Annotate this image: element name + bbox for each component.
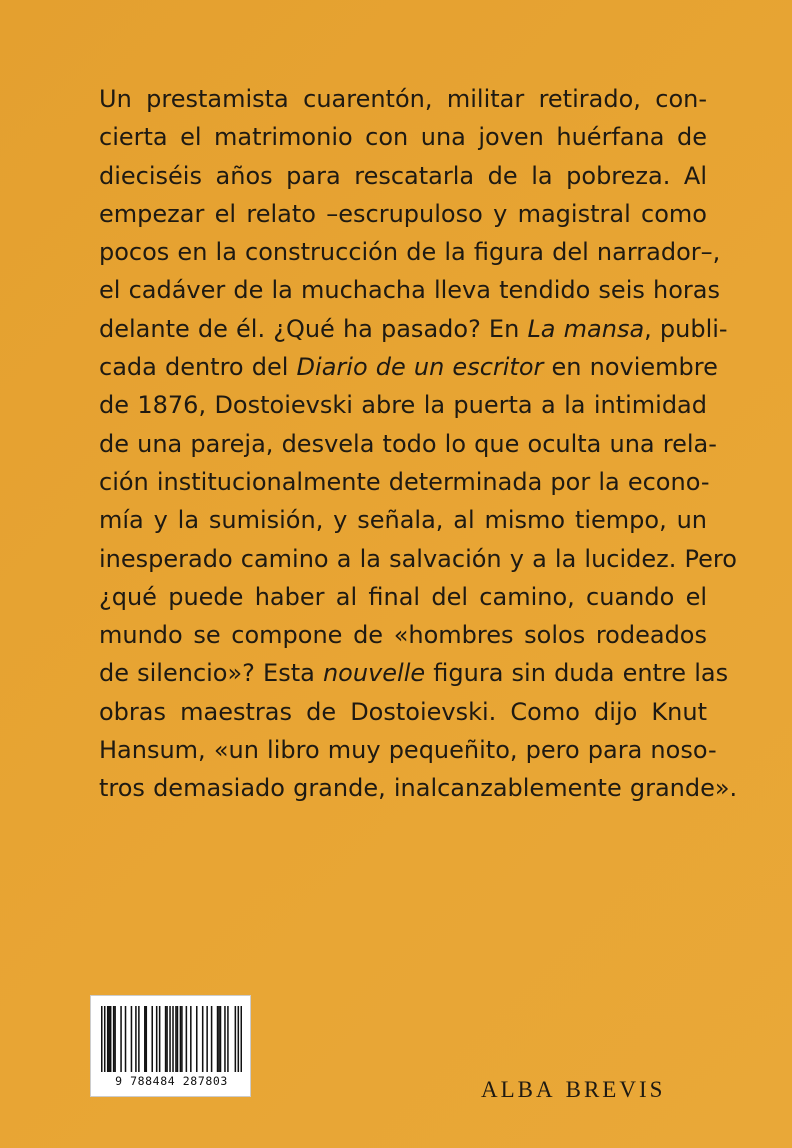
barcode-bar (235, 1006, 237, 1072)
blurb-line: cada dentro del Diario de un escritor en noviembre (99, 353, 718, 382)
isbn-barcode (90, 995, 251, 1097)
blurb-line: mundo se compone de «hombres solos rodeados (99, 621, 707, 650)
title-diario: Diario de un escritor (296, 353, 544, 382)
publisher-imprint (481, 1077, 665, 1103)
barcode-bar (180, 1006, 182, 1072)
barcode-bar (125, 1006, 127, 1072)
blurb-line: de 1876, Dostoievski abre la puerta a la intimidad (99, 391, 707, 420)
barcode-bar (120, 1006, 122, 1072)
barcode-bar (217, 1006, 219, 1072)
barcode-bar (131, 1006, 133, 1072)
barcode-bar (144, 1006, 146, 1072)
barcode-bar (169, 1006, 171, 1072)
blurb-line: de silencio»? Esta nouvelle figura sin duda entre las (99, 659, 729, 688)
blurb-line: de una pareja, desvela todo lo que oculta una rela- (99, 429, 717, 458)
blurb-line: Hansum, «un libro muy pequeñito, pero para noso- (99, 736, 717, 765)
barcode-bar (135, 1006, 137, 1072)
barcode-bar (138, 1006, 140, 1072)
barcode-bar (202, 1006, 204, 1072)
barcode-bar (190, 1006, 192, 1072)
blurb-line: pocos en la construcción de la figura del narrador–, (99, 238, 721, 267)
barcode-bar (177, 1006, 179, 1072)
barcode-bar (206, 1006, 208, 1072)
blurb-line: ¿qué puede haber al final del camino, cuando el (99, 582, 707, 611)
barcode-bar (165, 1006, 167, 1072)
barcode-bars (101, 1006, 242, 1072)
imprint-alba: ALBA (481, 1077, 556, 1102)
blurb-line: obras maestras de Dostoievski. Como dijo Knut (99, 697, 707, 726)
barcode-bar (238, 1006, 240, 1072)
blurb-line: mía y la sumisión, y señala, al mismo tiempo, un (99, 506, 707, 535)
barcode-bar (181, 1006, 183, 1072)
barcode-bar (151, 1006, 153, 1072)
barcode-bar (146, 1006, 148, 1072)
blurb-text (99, 80, 738, 808)
barcode-bar (220, 1006, 222, 1072)
barcode-bar (107, 1006, 109, 1072)
barcode-bar (166, 1006, 168, 1072)
barcode-bar (196, 1006, 198, 1072)
barcode-bar (104, 1006, 106, 1072)
barcode-bar (186, 1006, 188, 1072)
blurb-line: ción institucionalmente determinada por la econo- (99, 467, 710, 496)
blurb-line: inesperado camino a la salvación y a la lucidez. Pero (99, 544, 737, 573)
isbn-number: 9 788484 287803 (115, 1074, 228, 1088)
blurb-line: el cadáver de la muchacha lleva tendido seis horas (99, 276, 720, 305)
imprint-brevis: BREVIS (565, 1077, 666, 1102)
barcode-bar (172, 1006, 174, 1072)
barcode-bar (175, 1006, 177, 1072)
barcode-bar (159, 1006, 161, 1072)
barcode-bar (218, 1006, 220, 1072)
barcode-bar (227, 1006, 229, 1072)
title-la-mansa: La mansa (527, 314, 645, 343)
blurb-line: cierta el matrimonio con una joven huérfana de (99, 123, 707, 152)
barcode-bar (108, 1006, 110, 1072)
barcode-bar (241, 1006, 242, 1072)
blurb-line: Un prestamista cuarentón, militar retirado, con- (99, 85, 707, 113)
barcode-bar (101, 1006, 103, 1072)
blurb-line: dieciséis años para rescatarla de la pobreza. Al (99, 161, 707, 190)
barcode-bar (114, 1006, 116, 1072)
barcode-bar (224, 1006, 226, 1072)
barcode-bar (156, 1006, 158, 1072)
barcode-bar (110, 1006, 112, 1072)
barcode-bar (211, 1006, 213, 1072)
blurb-line: tros demasiado grande, inalcanzablemente grande». (99, 774, 738, 803)
blurb-line: empezar el relato –escrupuloso y magistral como (99, 199, 707, 228)
barcode-bar (113, 1006, 115, 1072)
term-nouvelle: nouvelle (322, 659, 426, 688)
blurb-line: delante de él. ¿Qué ha pasado? En La mansa, publi- (99, 314, 728, 343)
